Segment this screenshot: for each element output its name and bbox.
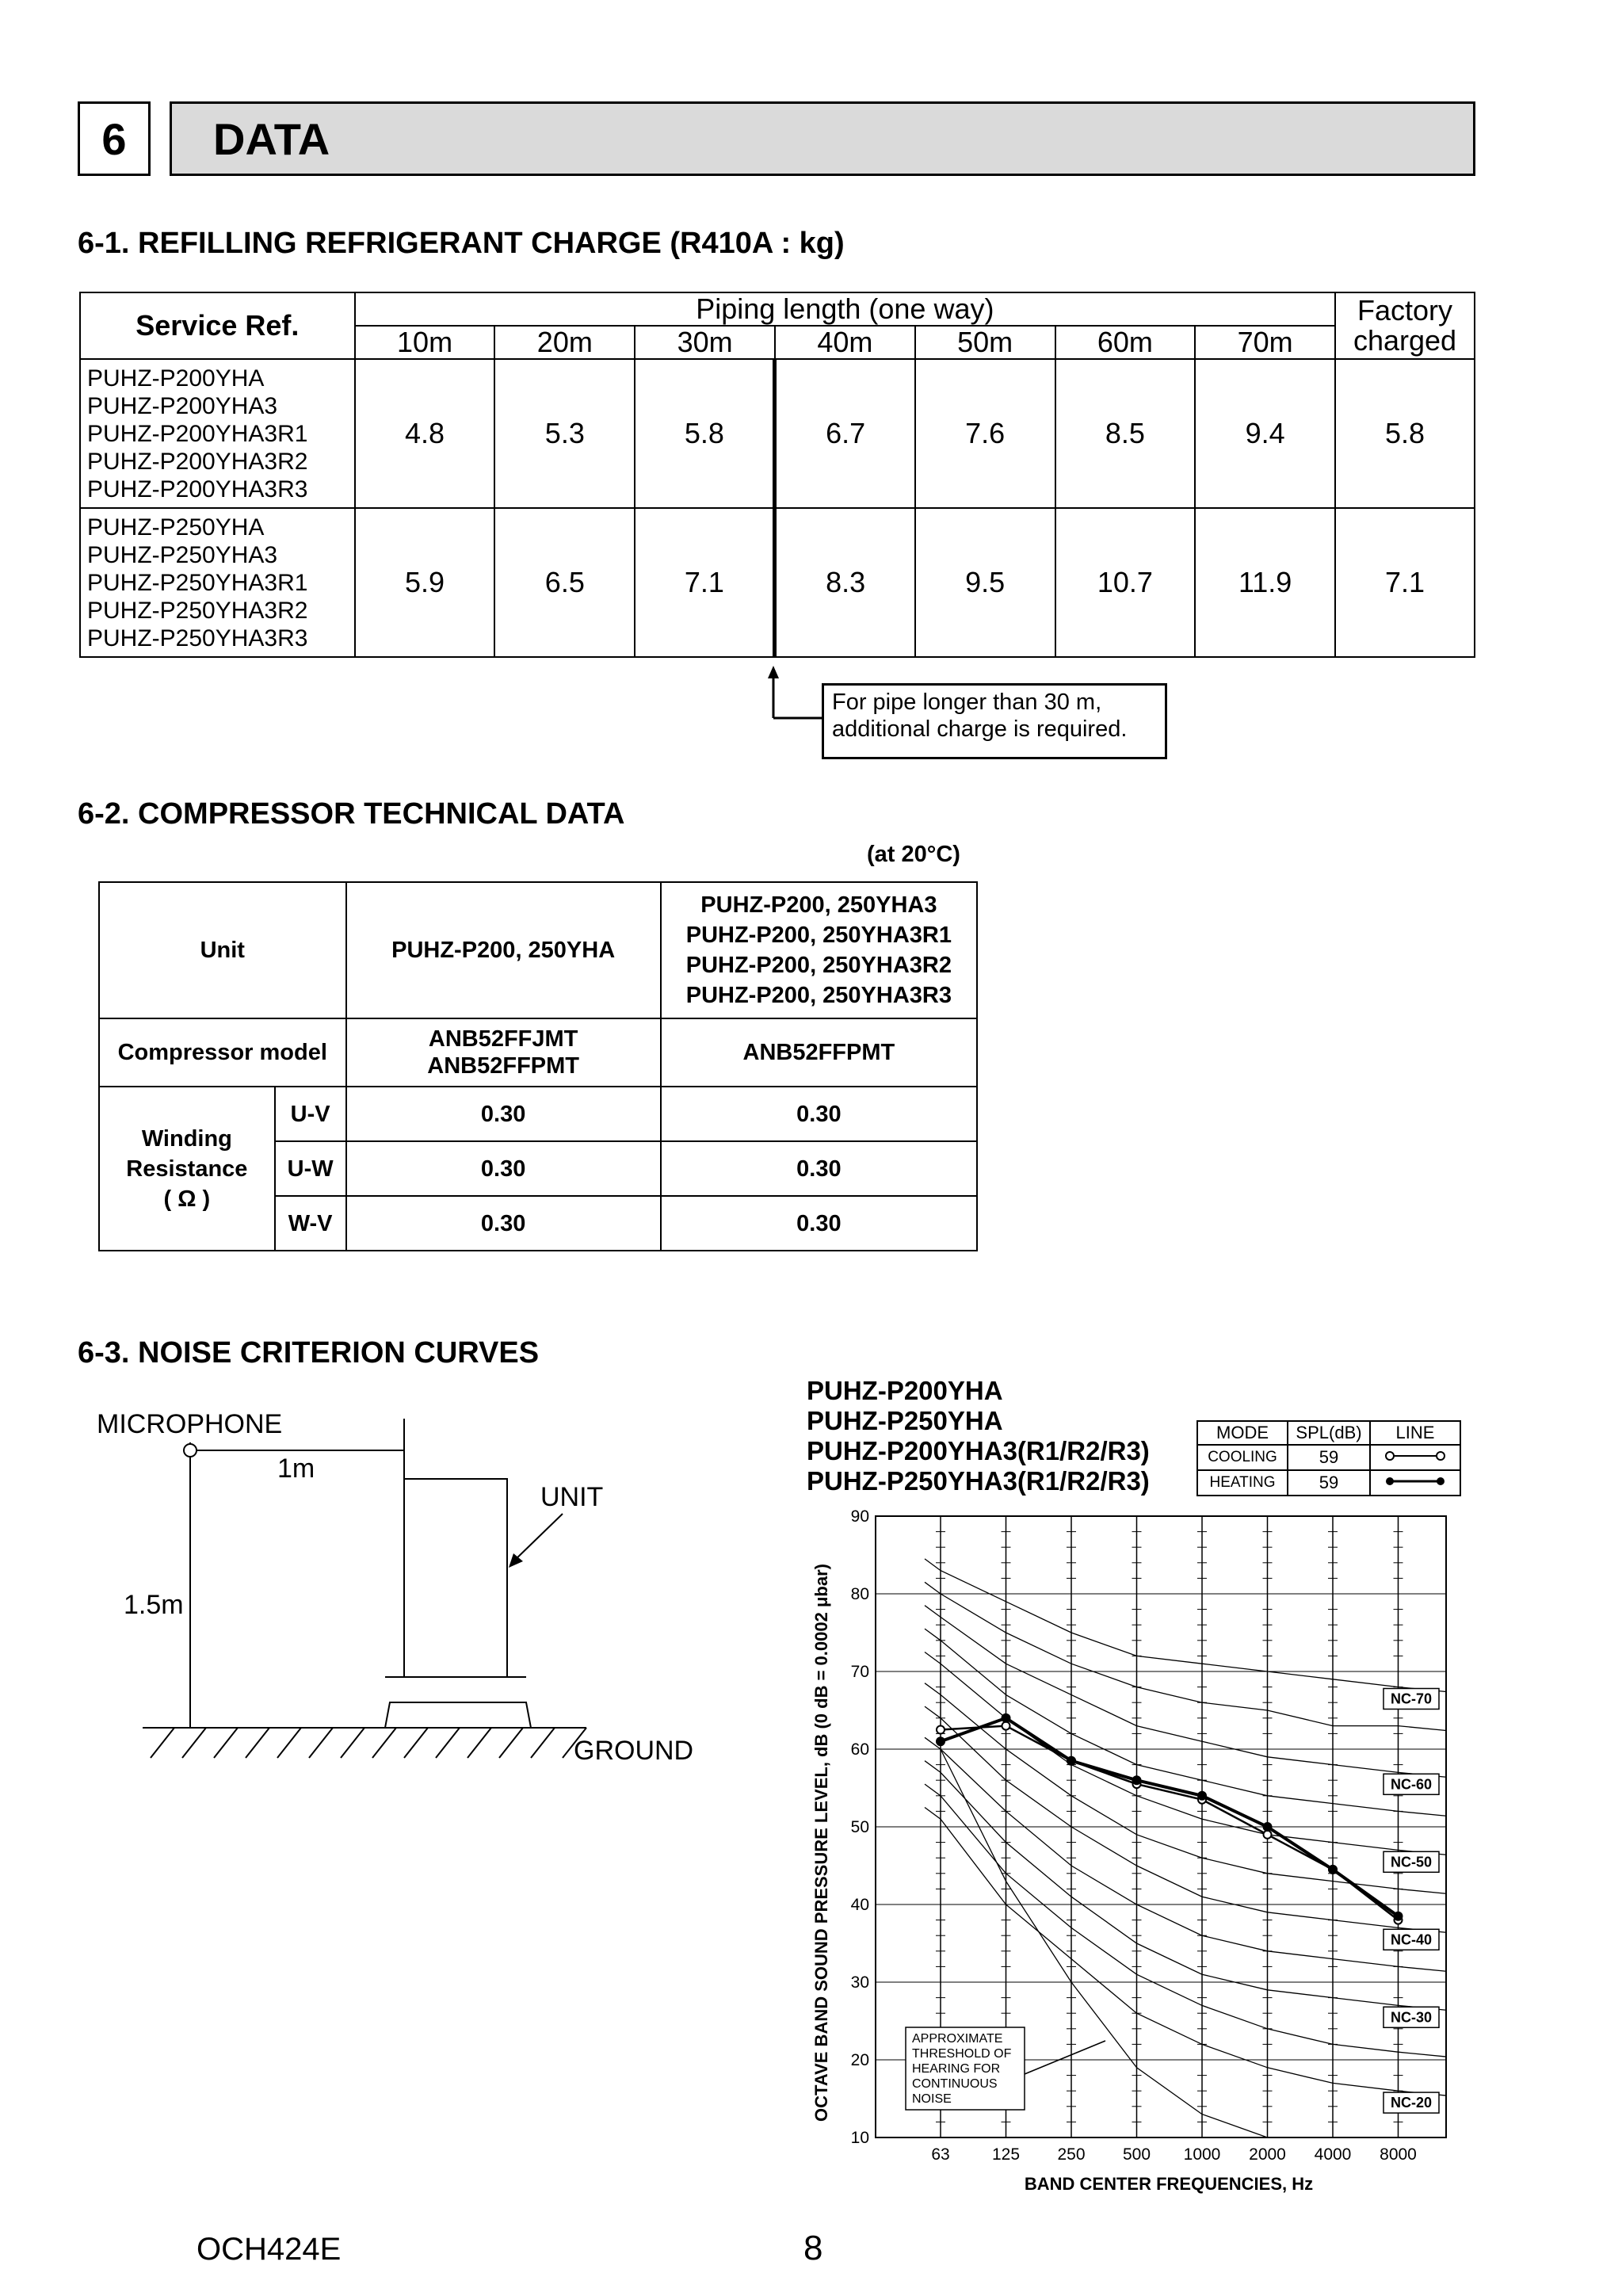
charge-cell: 5.8 xyxy=(635,359,775,508)
page-number: 8 xyxy=(803,2229,823,2267)
chart-y-axis-label: OCTAVE BAND SOUND PRESSURE LEVEL, dB (0 dB = 0.0002 μbar) xyxy=(811,1564,831,2122)
charge-cell: 7.6 xyxy=(915,359,1055,508)
microphone-icon xyxy=(184,1444,197,1457)
x-tick-label: 250 xyxy=(1057,2145,1086,2164)
threshold-label: HEARING FOR xyxy=(912,2062,1001,2076)
legend-mode: HEATING xyxy=(1197,1470,1288,1496)
threshold-label: CONTINUOUS xyxy=(912,2077,998,2091)
y-tick-label: 60 xyxy=(850,1740,869,1759)
length-header: 20m xyxy=(494,326,635,359)
heating-point xyxy=(1329,1866,1337,1874)
resistance-cell: 0.30 xyxy=(661,1141,977,1196)
length-header: 50m xyxy=(915,326,1055,359)
phase-label: W-V xyxy=(275,1196,346,1251)
phase-label: U-V xyxy=(275,1087,346,1141)
factory-charged-header: Factory charged xyxy=(1335,292,1475,359)
unit-label: UNIT xyxy=(540,1482,604,1512)
resistance-cell: 0.30 xyxy=(346,1141,661,1196)
compressor-model-col1: ANB52FFJMT ANB52FFPMT xyxy=(346,1018,661,1087)
length-header: 30m xyxy=(635,326,775,359)
charge-cell: 4.8 xyxy=(355,359,495,508)
resistance-cell: 0.30 xyxy=(661,1196,977,1251)
x-tick-label: 2000 xyxy=(1249,2145,1286,2164)
legend-line-cooling xyxy=(1370,1445,1460,1470)
cooling-point xyxy=(1264,1831,1272,1839)
service-ref-header: Service Ref. xyxy=(80,292,355,359)
nc-curve-label: NC-50 xyxy=(1390,1854,1433,1870)
heating-point xyxy=(1264,1823,1272,1831)
legend-spl: 59 xyxy=(1288,1445,1370,1470)
compressor-table xyxy=(98,881,978,1251)
charge-cell: 11.9 xyxy=(1195,508,1335,657)
model-list: PUHZ-P200YHA PUHZ-P200YHA3 PUHZ-P200YHA3R1 PUHZ-P200YHA3R2 PUHZ-P200YHA3R3 xyxy=(80,359,355,508)
threshold-label: THRESHOLD OF xyxy=(912,2047,1012,2061)
x-tick-label: 8000 xyxy=(1380,2145,1417,2164)
y-tick-label: 80 xyxy=(850,1585,869,1603)
microphone-label: MICROPHONE xyxy=(97,1409,283,1439)
y-tick-label: 30 xyxy=(850,1973,869,1992)
legend-spl: 59 xyxy=(1288,1470,1370,1496)
charge-cell: 8.3 xyxy=(775,508,915,657)
unit-label: Unit xyxy=(99,882,346,1018)
y-tick-label: 20 xyxy=(850,2051,869,2069)
resistance-cell: 0.30 xyxy=(346,1196,661,1251)
y-tick-label: 50 xyxy=(850,1818,869,1836)
legend-line-heating xyxy=(1370,1470,1460,1496)
unit-base xyxy=(385,1702,531,1728)
col1-header: PUHZ-P200, 250YHA xyxy=(346,882,661,1018)
distance-1m: 1m xyxy=(277,1454,315,1484)
doc-code: OCH424E xyxy=(197,2232,342,2267)
chart-x-axis-label: BAND CENTER FREQUENCIES, Hz xyxy=(1024,2174,1314,2194)
legend-line-header: LINE xyxy=(1370,1421,1460,1445)
legend-mode-header: MODE xyxy=(1197,1421,1288,1445)
x-tick-label: 500 xyxy=(1122,2145,1151,2164)
noise-heading: 6-3. NOISE CRITERION CURVES xyxy=(78,1336,540,1370)
nc-chart xyxy=(800,1502,1498,2215)
y-tick-label: 70 xyxy=(850,1663,869,1681)
refrigerant-heading: 6-1. REFILLING REFRIGERANT CHARGE (R410A : kg) xyxy=(78,227,845,260)
unit-box xyxy=(404,1479,507,1677)
cooling-point xyxy=(1002,1722,1010,1730)
factory-cell: 5.8 xyxy=(1335,359,1475,508)
cooling-point xyxy=(937,1726,945,1734)
distance-1-5m: 1.5m xyxy=(124,1590,184,1620)
x-tick-label: 1000 xyxy=(1183,2145,1221,2164)
threshold-label: APPROXIMATE xyxy=(912,2032,1003,2046)
piping-length-header: Piping length (one way) xyxy=(355,292,1335,326)
y-tick-label: 90 xyxy=(850,1507,869,1526)
charge-cell: 9.5 xyxy=(915,508,1055,657)
legend-table xyxy=(1196,1420,1461,1496)
temperature-condition: (at 20°C) xyxy=(867,842,960,867)
noise-model-list: PUHZ-P200YHA PUHZ-P250YHA PUHZ-P200YHA3(R1/R2/R3) PUHZ-P250YHA3(R1/R2/R3) xyxy=(807,1376,1150,1496)
winding-resistance-label: Winding Resistance ( Ω ) xyxy=(99,1087,275,1251)
charge-cell: 7.1 xyxy=(635,508,775,657)
length-header: 40m xyxy=(775,326,915,359)
y-tick-label: 40 xyxy=(850,1896,869,1914)
compressor-model-label: Compressor model xyxy=(99,1018,346,1087)
nc-curve-label: NC-30 xyxy=(1390,2009,1433,2026)
x-tick-label: 125 xyxy=(991,2145,1021,2164)
x-tick-label: 63 xyxy=(931,2145,950,2164)
y-tick-label: 10 xyxy=(850,2129,869,2147)
nc-curve-label: NC-40 xyxy=(1390,1931,1433,1948)
refrigerant-table xyxy=(79,292,1475,658)
heating-point xyxy=(1133,1776,1141,1784)
length-header: 60m xyxy=(1055,326,1196,359)
legend-spl-header: SPL(dB) xyxy=(1288,1421,1370,1445)
resistance-cell: 0.30 xyxy=(661,1087,977,1141)
compressor-model-col2: ANB52FFPMT xyxy=(661,1018,977,1087)
heating-point xyxy=(1067,1757,1075,1765)
factory-cell: 7.1 xyxy=(1335,508,1475,657)
resistance-cell: 0.30 xyxy=(346,1087,661,1141)
heating-point xyxy=(937,1737,945,1745)
compressor-heading: 6-2. COMPRESSOR TECHNICAL DATA xyxy=(78,797,625,831)
additional-charge-note: For pipe longer than 30 m, additional charge is required. xyxy=(822,683,1167,759)
note-arrow xyxy=(761,664,824,767)
nc-curve-label: NC-70 xyxy=(1390,1690,1433,1707)
unit-pointer xyxy=(512,1514,563,1563)
ground-label: GROUND xyxy=(574,1736,694,1766)
threshold-label: NOISE xyxy=(912,2092,952,2106)
measurement-diagram xyxy=(143,1403,713,1783)
heating-point xyxy=(1395,1912,1403,1920)
charge-cell: 5.3 xyxy=(494,359,635,508)
charge-cell: 9.4 xyxy=(1195,359,1335,508)
length-header: 70m xyxy=(1195,326,1335,359)
phase-label: U-W xyxy=(275,1141,346,1196)
nc-curve-label: NC-20 xyxy=(1390,2095,1433,2111)
legend-mode: COOLING xyxy=(1197,1445,1288,1470)
charge-cell: 5.9 xyxy=(355,508,495,657)
col2-header: PUHZ-P200, 250YHA3 PUHZ-P200, 250YHA3R1 PUHZ-P200, 250YHA3R2 PUHZ-P200, 250YHA3R3 xyxy=(661,882,977,1018)
nc-curve-label: NC-60 xyxy=(1390,1776,1433,1793)
charge-cell: 10.7 xyxy=(1055,508,1196,657)
length-header: 10m xyxy=(355,326,495,359)
section-title: DATA xyxy=(170,101,1475,176)
charge-cell: 8.5 xyxy=(1055,359,1196,508)
charge-cell: 6.5 xyxy=(494,508,635,657)
heating-point xyxy=(1198,1792,1206,1800)
charge-cell: 6.7 xyxy=(775,359,915,508)
x-tick-label: 4000 xyxy=(1314,2145,1352,2164)
section-number: 6 xyxy=(78,101,151,176)
model-list: PUHZ-P250YHA PUHZ-P250YHA3 PUHZ-P250YHA3R1 PUHZ-P250YHA3R2 PUHZ-P250YHA3R3 xyxy=(80,508,355,657)
heating-point xyxy=(1002,1714,1010,1722)
